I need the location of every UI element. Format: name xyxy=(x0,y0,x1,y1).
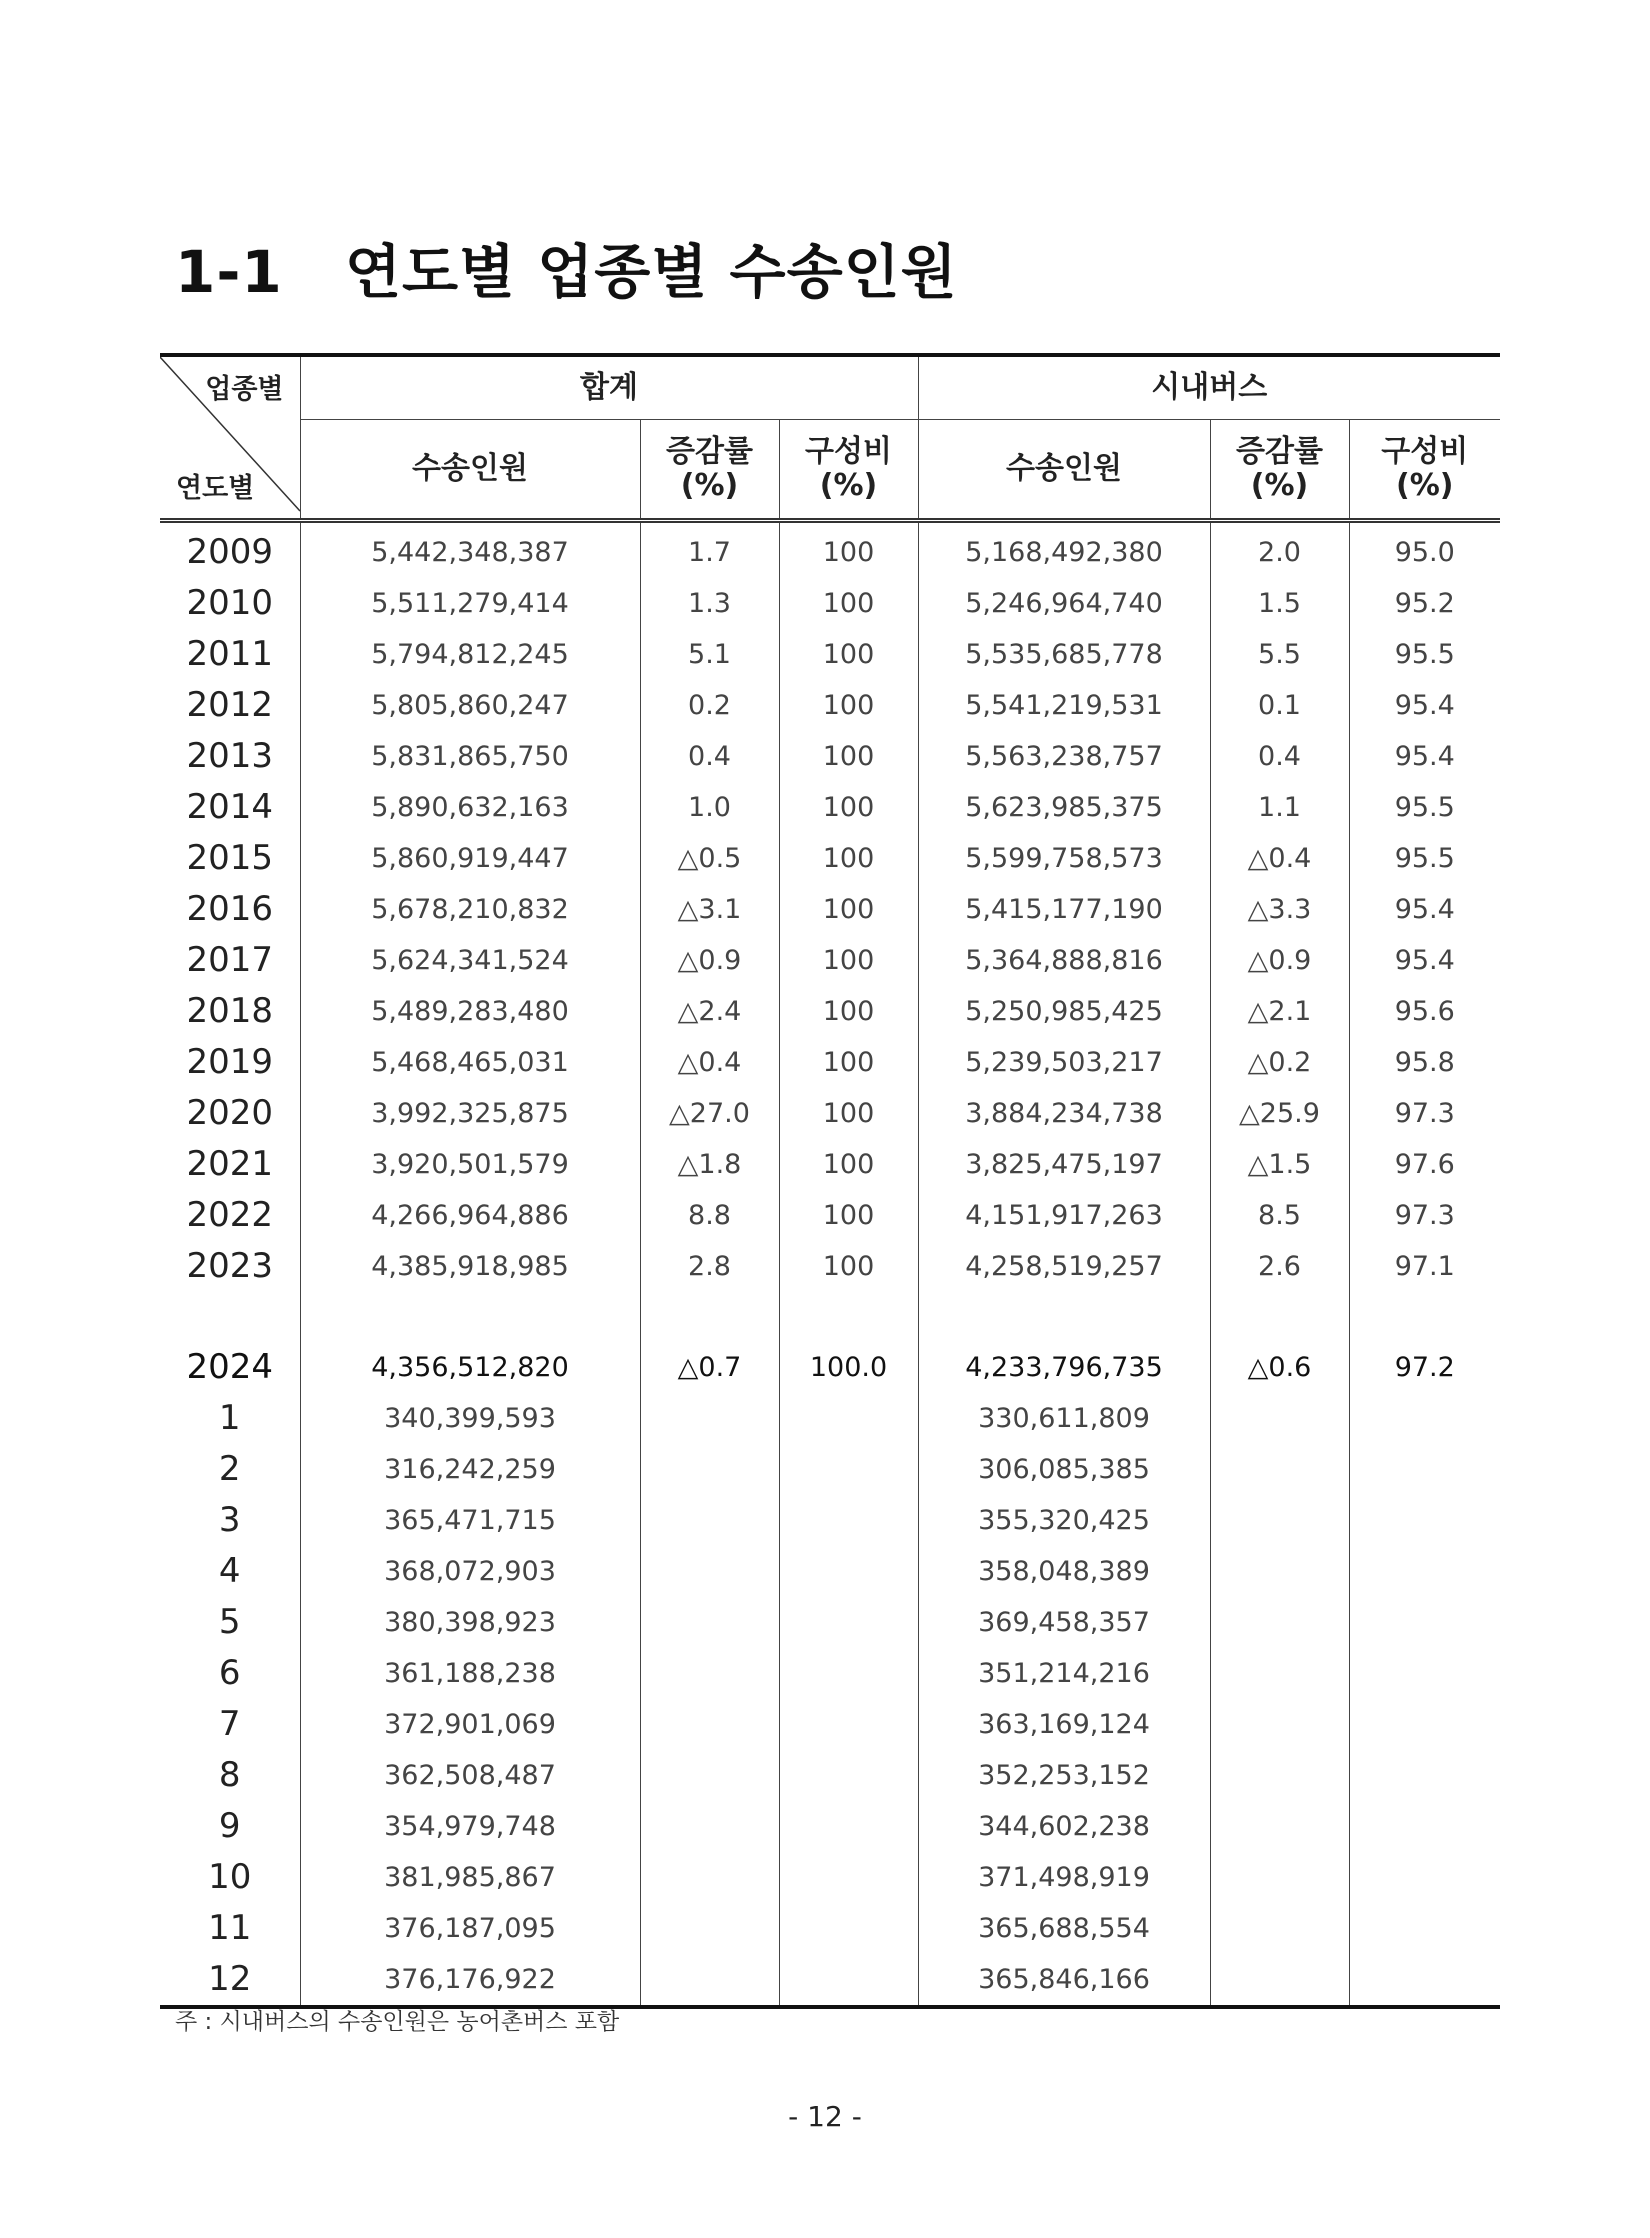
year-cell: 2 xyxy=(218,1449,241,1489)
table-row xyxy=(160,1648,1500,1699)
col-header-total-ratio xyxy=(779,420,918,521)
total-passengers-cell: 5,794,812,245 xyxy=(300,629,640,680)
bus-ratio-cell xyxy=(1349,1393,1500,1444)
year-cell: 3 xyxy=(218,1500,241,1540)
total-growth-cell xyxy=(640,1954,779,2007)
bus-growth-cell: △0.9 xyxy=(1210,935,1349,986)
bus-passengers-cell: 5,599,758,573 xyxy=(918,833,1210,884)
total-ratio-cell xyxy=(779,1648,918,1699)
bus-growth-cell xyxy=(1210,1903,1349,1954)
total-passengers-cell: 3,920,501,579 xyxy=(300,1139,640,1190)
bus-growth-cell: △25.9 xyxy=(1210,1088,1349,1139)
bus-passengers-cell: 5,364,888,816 xyxy=(918,935,1210,986)
year-cell: 2019 xyxy=(186,1042,274,1082)
year-cell: 2021 xyxy=(186,1144,274,1184)
bus-ratio-cell xyxy=(1349,1495,1500,1546)
total-ratio-cell: 100 xyxy=(779,521,918,579)
table-body xyxy=(160,521,1500,2008)
group-header-city-bus: 시내버스 xyxy=(918,355,1500,420)
table-row xyxy=(160,1088,1500,1139)
total-passengers-cell: 5,468,465,031 xyxy=(300,1037,640,1088)
table-row xyxy=(160,578,1500,629)
year-cell: 9 xyxy=(218,1806,241,1846)
total-growth-cell: 0.2 xyxy=(640,680,779,731)
total-passengers-cell: 316,242,259 xyxy=(300,1444,640,1495)
col-header-label: 증감률 xyxy=(1236,434,1323,469)
bus-ratio-cell: 95.5 xyxy=(1349,833,1500,884)
table-row xyxy=(160,521,1500,579)
bus-ratio-cell: 97.3 xyxy=(1349,1190,1500,1241)
bus-ratio-cell xyxy=(1349,1750,1500,1801)
bus-growth-cell xyxy=(1210,1801,1349,1852)
bus-passengers-cell: 355,320,425 xyxy=(918,1495,1210,1546)
total-growth-cell: 1.3 xyxy=(640,578,779,629)
bus-ratio-cell: 95.4 xyxy=(1349,680,1500,731)
total-growth-cell: △27.0 xyxy=(640,1088,779,1139)
bus-ratio-cell: 95.4 xyxy=(1349,884,1500,935)
bus-ratio-cell xyxy=(1349,1903,1500,1954)
total-growth-cell: △3.1 xyxy=(640,884,779,935)
bus-ratio-cell: 97.1 xyxy=(1349,1241,1500,1292)
bus-ratio-cell: 95.5 xyxy=(1349,782,1500,833)
table-row xyxy=(160,1750,1500,1801)
year-cell: 2013 xyxy=(186,736,274,776)
total-growth-cell: △0.9 xyxy=(640,935,779,986)
bus-ratio-cell: 95.4 xyxy=(1349,731,1500,782)
bus-growth-cell: 2.6 xyxy=(1210,1241,1349,1292)
total-ratio-cell xyxy=(779,1444,918,1495)
total-growth-cell xyxy=(640,1546,779,1597)
page-number: - 12 - xyxy=(788,2100,862,2133)
spacer-cell xyxy=(779,1292,918,1342)
total-passengers-cell: 362,508,487 xyxy=(300,1750,640,1801)
total-ratio-cell: 100 xyxy=(779,1190,918,1241)
total-ratio-cell: 100 xyxy=(779,731,918,782)
col-header-label: 구성비 xyxy=(1381,434,1469,469)
bus-ratio-cell xyxy=(1349,1444,1500,1495)
total-growth-cell: 5.1 xyxy=(640,629,779,680)
table-row xyxy=(160,1241,1500,1292)
bus-passengers-cell: 3,884,234,738 xyxy=(918,1088,1210,1139)
col-header-total-growth xyxy=(640,420,779,521)
footnote: 주 : 시내버스의 수송인원은 농어촌버스 포함 xyxy=(175,2009,620,2035)
year-cell: 5 xyxy=(218,1602,241,1642)
table-header xyxy=(160,355,1500,521)
bus-passengers-cell: 351,214,216 xyxy=(918,1648,1210,1699)
total-ratio-cell: 100 xyxy=(779,1139,918,1190)
year-cell: 2011 xyxy=(186,634,274,674)
total-growth-cell xyxy=(640,1903,779,1954)
bus-growth-cell xyxy=(1210,1597,1349,1648)
total-ratio-cell xyxy=(779,1852,918,1903)
bus-passengers-cell: 4,258,519,257 xyxy=(918,1241,1210,1292)
table-row xyxy=(160,1139,1500,1190)
bus-growth-cell: △0.4 xyxy=(1210,833,1349,884)
total-growth-cell xyxy=(640,1597,779,1648)
table-row xyxy=(160,1903,1500,1954)
table-row xyxy=(160,833,1500,884)
passenger-table xyxy=(160,353,1500,2009)
bus-passengers-cell: 5,623,985,375 xyxy=(918,782,1210,833)
total-ratio-cell xyxy=(779,1801,918,1852)
total-growth-cell: 8.8 xyxy=(640,1190,779,1241)
bus-growth-cell xyxy=(1210,1648,1349,1699)
bus-growth-cell xyxy=(1210,1954,1349,2007)
table-row xyxy=(160,1597,1500,1648)
table-row xyxy=(160,1495,1500,1546)
spacer-cell xyxy=(918,1292,1210,1342)
table-row xyxy=(160,1444,1500,1495)
group-header-total: 합계 xyxy=(300,355,918,420)
total-passengers-cell: 5,805,860,247 xyxy=(300,680,640,731)
spacer-cell xyxy=(160,1292,300,1342)
total-passengers-cell: 368,072,903 xyxy=(300,1546,640,1597)
bus-passengers-cell: 306,085,385 xyxy=(918,1444,1210,1495)
bus-growth-cell: 2.0 xyxy=(1210,521,1349,579)
total-passengers-cell: 5,678,210,832 xyxy=(300,884,640,935)
bus-ratio-cell: 95.2 xyxy=(1349,578,1500,629)
total-growth-cell xyxy=(640,1648,779,1699)
year-cell: 2022 xyxy=(186,1195,274,1235)
total-growth-cell: △0.7 xyxy=(640,1342,779,1393)
year-cell: 12 xyxy=(160,1954,300,2007)
year-cell: 2020 xyxy=(186,1093,274,1133)
bus-passengers-cell: 369,458,357 xyxy=(918,1597,1210,1648)
col-header-label: 구성비 xyxy=(805,434,892,469)
total-passengers-cell: 4,356,512,820 xyxy=(300,1342,640,1393)
title-text: 연도별 업종별 수송인원 xyxy=(345,238,958,306)
year-cell: 1 xyxy=(218,1398,241,1438)
bus-ratio-cell xyxy=(1349,1852,1500,1903)
spacer-cell xyxy=(640,1292,779,1342)
total-passengers-cell: 376,176,922 xyxy=(300,1954,640,2007)
total-ratio-cell: 100 xyxy=(779,578,918,629)
bus-passengers-cell: 4,151,917,263 xyxy=(918,1190,1210,1241)
bus-growth-cell: △1.5 xyxy=(1210,1139,1349,1190)
bus-ratio-cell xyxy=(1349,1801,1500,1852)
page-title xyxy=(175,225,958,309)
table-row xyxy=(160,680,1500,731)
total-ratio-cell: 100 xyxy=(779,680,918,731)
total-ratio-cell xyxy=(779,1546,918,1597)
bus-growth-cell: 1.1 xyxy=(1210,782,1349,833)
year-cell: 6 xyxy=(218,1653,241,1693)
bus-passengers-cell: 5,415,177,190 xyxy=(918,884,1210,935)
bus-ratio-cell xyxy=(1349,1546,1500,1597)
year-cell: 2009 xyxy=(186,532,274,572)
bus-growth-cell: 8.5 xyxy=(1210,1190,1349,1241)
year-cell: 4 xyxy=(218,1551,241,1591)
bus-ratio-cell xyxy=(1349,1954,1500,2007)
bus-ratio-cell: 95.6 xyxy=(1349,986,1500,1037)
year-cell: 11 xyxy=(208,1908,252,1948)
table-row xyxy=(160,1393,1500,1444)
total-growth-cell xyxy=(640,1393,779,1444)
total-passengers-cell: 5,489,283,480 xyxy=(300,986,640,1037)
bus-growth-cell: 5.5 xyxy=(1210,629,1349,680)
total-passengers-cell: 365,471,715 xyxy=(300,1495,640,1546)
bus-passengers-cell: 5,535,685,778 xyxy=(918,629,1210,680)
bus-ratio-cell: 97.2 xyxy=(1349,1342,1500,1393)
bus-passengers-cell: 5,250,985,425 xyxy=(918,986,1210,1037)
total-ratio-cell: 100 xyxy=(779,1037,918,1088)
bus-passengers-cell: 365,688,554 xyxy=(918,1903,1210,1954)
table-spacer-row xyxy=(160,1292,1500,1342)
bus-ratio-cell xyxy=(1349,1699,1500,1750)
bus-passengers-cell: 344,602,238 xyxy=(918,1801,1210,1852)
total-ratio-cell xyxy=(779,1495,918,1546)
bus-growth-cell xyxy=(1210,1852,1349,1903)
bus-passengers-cell: 5,563,238,757 xyxy=(918,731,1210,782)
bus-ratio-cell xyxy=(1349,1597,1500,1648)
total-growth-cell: 0.4 xyxy=(640,731,779,782)
col-header-unit: (%) xyxy=(819,468,878,503)
total-ratio-cell xyxy=(779,1903,918,1954)
corner-label-year: 연도별 xyxy=(176,473,255,504)
total-passengers-cell: 361,188,238 xyxy=(300,1648,640,1699)
bus-passengers-cell: 3,825,475,197 xyxy=(918,1139,1210,1190)
title-number: 1-1 xyxy=(175,238,283,306)
table-row xyxy=(160,1852,1500,1903)
bus-growth-cell xyxy=(1210,1546,1349,1597)
total-ratio-cell: 100 xyxy=(779,782,918,833)
bus-growth-cell: △0.2 xyxy=(1210,1037,1349,1088)
total-growth-cell xyxy=(640,1801,779,1852)
year-cell: 2012 xyxy=(186,685,274,725)
spacer-cell xyxy=(1349,1292,1500,1342)
bus-passengers-cell: 330,611,809 xyxy=(918,1393,1210,1444)
total-passengers-cell: 372,901,069 xyxy=(300,1699,640,1750)
header-corner-cell xyxy=(160,355,300,521)
total-passengers-cell: 3,992,325,875 xyxy=(300,1088,640,1139)
col-header-label: 증감률 xyxy=(666,434,753,469)
bus-passengers-cell: 5,168,492,380 xyxy=(918,521,1210,579)
table-row xyxy=(160,1801,1500,1852)
total-ratio-cell: 100 xyxy=(779,935,918,986)
total-growth-cell: 2.8 xyxy=(640,1241,779,1292)
table-row xyxy=(160,1037,1500,1088)
total-ratio-cell: 100 xyxy=(779,884,918,935)
spacer-cell xyxy=(300,1292,640,1342)
total-passengers-cell: 5,831,865,750 xyxy=(300,731,640,782)
table-row xyxy=(160,629,1500,680)
table-row xyxy=(160,731,1500,782)
table-row xyxy=(160,986,1500,1037)
table-row xyxy=(160,1342,1500,1393)
bus-ratio-cell: 95.4 xyxy=(1349,935,1500,986)
year-cell: 2023 xyxy=(186,1246,274,1286)
bus-growth-cell: 1.5 xyxy=(1210,578,1349,629)
bus-growth-cell: △0.6 xyxy=(1210,1342,1349,1393)
year-cell: 2017 xyxy=(186,940,274,980)
bus-passengers-cell: 358,048,389 xyxy=(918,1546,1210,1597)
total-growth-cell xyxy=(640,1495,779,1546)
table-row xyxy=(160,1546,1500,1597)
year-cell: 2010 xyxy=(186,583,274,623)
total-growth-cell: 1.7 xyxy=(640,521,779,579)
total-passengers-cell: 376,187,095 xyxy=(300,1903,640,1954)
total-passengers-cell: 5,624,341,524 xyxy=(300,935,640,986)
total-ratio-cell: 100.0 xyxy=(779,1342,918,1393)
total-ratio-cell: 100 xyxy=(779,1241,918,1292)
bus-ratio-cell: 97.3 xyxy=(1349,1088,1500,1139)
total-growth-cell xyxy=(640,1699,779,1750)
table-row xyxy=(160,1190,1500,1241)
bus-growth-cell: △2.1 xyxy=(1210,986,1349,1037)
col-header-bus-growth xyxy=(1210,420,1349,521)
bus-passengers-cell: 4,233,796,735 xyxy=(918,1342,1210,1393)
bus-passengers-cell: 371,498,919 xyxy=(918,1852,1210,1903)
total-ratio-cell: 100 xyxy=(779,1088,918,1139)
col-header-unit: (%) xyxy=(680,468,739,503)
year-cell: 10 xyxy=(208,1857,252,1897)
bus-growth-cell: 0.1 xyxy=(1210,680,1349,731)
total-growth-cell xyxy=(640,1444,779,1495)
bus-passengers-cell: 5,541,219,531 xyxy=(918,680,1210,731)
total-passengers-cell: 381,985,867 xyxy=(300,1852,640,1903)
total-growth-cell xyxy=(640,1852,779,1903)
bus-passengers-cell: 5,239,503,217 xyxy=(918,1037,1210,1088)
year-cell: 8 xyxy=(218,1755,241,1795)
bus-growth-cell: 0.4 xyxy=(1210,731,1349,782)
bus-growth-cell xyxy=(1210,1750,1349,1801)
total-growth-cell: △1.8 xyxy=(640,1139,779,1190)
total-passengers-cell: 5,860,919,447 xyxy=(300,833,640,884)
bus-ratio-cell: 95.5 xyxy=(1349,629,1500,680)
bus-growth-cell xyxy=(1210,1393,1349,1444)
total-passengers-cell: 4,385,918,985 xyxy=(300,1241,640,1292)
col-header-unit: (%) xyxy=(1250,468,1309,503)
bus-growth-cell xyxy=(1210,1699,1349,1750)
total-ratio-cell xyxy=(779,1750,918,1801)
col-header-unit: (%) xyxy=(1396,468,1454,503)
total-growth-cell xyxy=(640,1750,779,1801)
col-header-total-passengers: 수송인원 xyxy=(300,420,640,521)
bus-ratio-cell: 95.8 xyxy=(1349,1037,1500,1088)
total-passengers-cell: 340,399,593 xyxy=(300,1393,640,1444)
total-growth-cell: △0.5 xyxy=(640,833,779,884)
total-ratio-cell xyxy=(779,1699,918,1750)
bus-passengers-cell: 363,169,124 xyxy=(918,1699,1210,1750)
bus-growth-cell xyxy=(1210,1495,1349,1546)
table-row xyxy=(160,1954,1500,2007)
total-ratio-cell: 100 xyxy=(779,833,918,884)
total-growth-cell: 1.0 xyxy=(640,782,779,833)
bus-growth-cell: △3.3 xyxy=(1210,884,1349,935)
total-growth-cell: △0.4 xyxy=(640,1037,779,1088)
year-cell: 2015 xyxy=(186,838,274,878)
bus-passengers-cell: 352,253,152 xyxy=(918,1750,1210,1801)
col-header-bus-passengers: 수송인원 xyxy=(918,420,1210,521)
bus-ratio-cell xyxy=(1349,1648,1500,1699)
corner-label-industry: 업종별 xyxy=(205,374,284,405)
table-row xyxy=(160,782,1500,833)
col-header-bus-ratio xyxy=(1349,420,1500,521)
year-cell: 2016 xyxy=(186,889,274,929)
spacer-cell xyxy=(1210,1292,1349,1342)
year-cell: 2024 xyxy=(186,1347,274,1387)
total-passengers-cell: 354,979,748 xyxy=(300,1801,640,1852)
bus-ratio-cell: 95.0 xyxy=(1349,521,1500,579)
table-row xyxy=(160,935,1500,986)
total-ratio-cell: 100 xyxy=(779,629,918,680)
total-passengers-cell: 5,511,279,414 xyxy=(300,578,640,629)
total-growth-cell: △2.4 xyxy=(640,986,779,1037)
total-passengers-cell: 5,442,348,387 xyxy=(300,521,640,579)
bus-ratio-cell: 97.6 xyxy=(1349,1139,1500,1190)
total-ratio-cell xyxy=(779,1597,918,1648)
bus-passengers-cell: 5,246,964,740 xyxy=(918,578,1210,629)
year-cell: 2014 xyxy=(186,787,274,827)
table-row xyxy=(160,884,1500,935)
bus-passengers-cell: 365,846,166 xyxy=(918,1954,1210,2007)
total-ratio-cell xyxy=(779,1393,918,1444)
total-passengers-cell: 380,398,923 xyxy=(300,1597,640,1648)
bus-growth-cell xyxy=(1210,1444,1349,1495)
total-passengers-cell: 5,890,632,163 xyxy=(300,782,640,833)
year-cell: 7 xyxy=(218,1704,241,1744)
total-passengers-cell: 4,266,964,886 xyxy=(300,1190,640,1241)
table-row xyxy=(160,1699,1500,1750)
total-ratio-cell: 100 xyxy=(779,986,918,1037)
total-ratio-cell xyxy=(779,1954,918,2007)
year-cell: 2018 xyxy=(186,991,274,1031)
